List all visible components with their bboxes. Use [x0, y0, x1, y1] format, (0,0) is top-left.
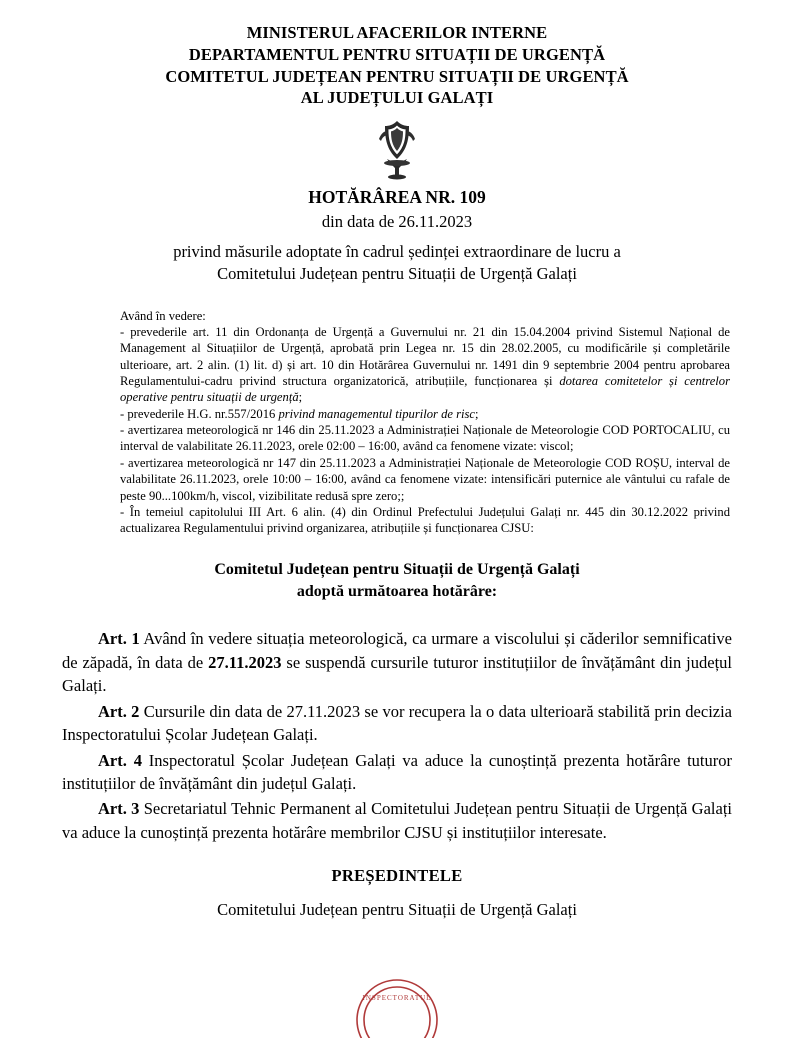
adoption-line-2-text: adoptă următoarea hotărâre — [296, 583, 492, 601]
adoption-line-2 — [62, 581, 732, 603]
header-line-committee: COMITETUL JUDEȚEAN PENTRU SITUAȚII DE URGENȚĂ — [165, 66, 629, 86]
article-2-text-a: Cursurile din data de 27.11.2023 se vor recupera la o data ulterioară stabilită prin decizia Inspectoratului Școlar Județean Galați. — [62, 701, 733, 745]
decision-date: din data de 26.11.2023 — [321, 212, 473, 232]
article-1-text-b: se suspendă cursurile tuturor instituțiilor de învățământ din județul Galați. — [62, 652, 732, 696]
preamble-item-2-text-a: - prevederile H.G. nr.557/2016 — [120, 406, 279, 421]
article-4-text-a: Inspectoratul Școlar Județean Galați va aduce la cunoștință prezenta hotărâre tuturor instituțiilor de învățământ din județul Galați. — [62, 750, 733, 793]
preamble-item-1-text-a: - prevederile art. 11 din Ordonanța de Urgență a Guvernului nr. 21 din 15.04.2004 privind Sistemul Național de Management al Situațiilor de Urgență, aprobată prin Legea nr. 15 din 28.02.2005, cu modificările și completările ulterioare, art. 2 alin. (1) lit. d) și art. 10 din Hotărârea Guvernului nr. 1491 din 9 septembrie 2004 pentru aprobarea Regulamentului-cadru privind structura organizatorică, atribuțiile, funcționarea și — [120, 324, 730, 389]
decision-subject-line2: Comitetului Județean pentru Situații de Urgență Galați — [217, 264, 577, 284]
article-1-date: 27.11.2023 — [208, 652, 282, 672]
preamble-item-2-text-b: ; — [475, 406, 479, 421]
article-4-label: Art. 4 — [98, 750, 142, 770]
article-1-text-a: Având în vedere situația meteorologică, ca urmare a viscolului și căderilor semnificative de zăpadă, în data de — [62, 629, 732, 672]
article-2 — [62, 700, 732, 747]
signature-title: PREȘEDINTELE — [331, 866, 463, 886]
article-4 — [62, 749, 732, 796]
official-stamp-icon — [337, 978, 457, 1038]
preamble-item-2 — [120, 406, 730, 422]
article-2-label: Art. 2 — [98, 701, 140, 721]
header-line-ministry: MINISTERUL AFACERILOR INTERNE — [246, 23, 548, 42]
header-line-department: DEPARTAMENTUL PENTRU SITUAȚII DE URGENȚĂ — [188, 44, 606, 64]
adoption-line-2-colon: : — [491, 583, 498, 601]
preamble-item-2-italic: privind managementul tipurilor de risc — [278, 406, 476, 421]
coat-of-arms-icon — [62, 119, 732, 181]
svg-text:INSPECTORATUL: INSPECTORATUL — [362, 994, 432, 1002]
adoption-line-1: Comitetul Județean pentru Situații de Urgență Galați — [214, 560, 580, 578]
signature-subtitle: Comitetului Județean pentru Situații de Urgență Galați — [217, 900, 577, 920]
article-1-label: Art. 1 — [98, 629, 140, 649]
preamble-item-1-text-b: ; — [298, 390, 303, 405]
articles-section — [62, 627, 732, 844]
document-header — [62, 22, 732, 109]
decision-subject-line1: privind măsurile adoptate în cadrul ședinței extraordinare de lucru a — [173, 242, 621, 262]
article-3-label: Art. 3 — [98, 799, 140, 819]
decision-subject — [62, 241, 732, 286]
signature-block — [62, 866, 732, 920]
article-1 — [62, 627, 732, 697]
preamble-item-5: - În temeiul capitolului III Art. 6 alin. (4) din Ordinul Prefectului Județului Galați nr. 445 din 30.12.2022 privind actualizarea Regulamentului privind organizarea, atribuțiile și funcționarea CJSU: — [120, 504, 730, 536]
preamble-item-1 — [120, 324, 730, 406]
article-3-text-a: Secretariatul Tehnic Permanent al Comitetului Județean pentru Situații de Urgență Galați va aduce la cunoștință prezenta hotărâre membrilor CJSU și instituțiilor interesate. — [62, 799, 732, 842]
preamble-item-3: - avertizarea meteorologică nr 146 din 25.11.2023 a Administrației Naționale de Meteorologie COD PORTOCALIU, cu interval de valabilitate 26.11.2023, orele 02:00 – 16:00, având ca fenomene vizate: viscol; — [120, 423, 730, 454]
preamble-item-4: - avertizarea meteorologică nr 147 din 25.11.2023 a Administrației Naționale de Meteorologie COD ROȘU, interval de valabilitate 26.11.2023, orele 10:00 – 16:00, având ca fenomene vizate: intensificări puternice ale vântului cu rafale de peste 90...100km/h, viscol, vizibilitate redusă spre zero;; — [120, 455, 730, 503]
preamble-item-1-italic: dotarea comitetelor și centrelor operative pentru situații de urgență — [120, 374, 730, 405]
adoption-statement — [62, 559, 732, 604]
header-line-county: AL JUDEȚULUI GALAȚI — [300, 88, 494, 108]
article-3 — [62, 797, 732, 844]
preamble-section — [62, 308, 732, 537]
page-title: HOTĂRÂREA NR. 109 — [308, 187, 486, 208]
preamble-intro: Având în vedere: — [120, 308, 206, 323]
